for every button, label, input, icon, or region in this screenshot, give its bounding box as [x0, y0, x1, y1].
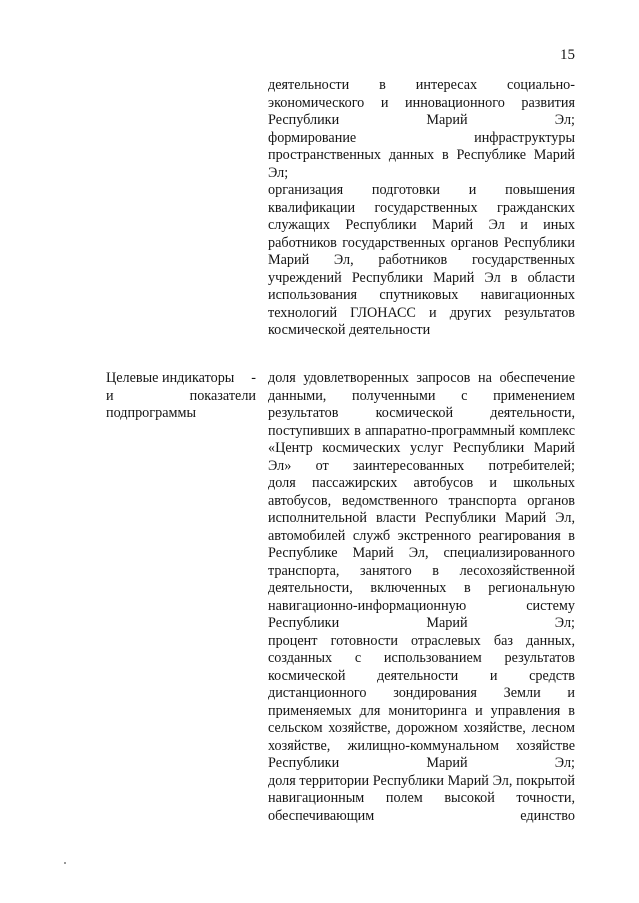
paragraph: процент готовности отраслевых баз данных, созданных с использованием результатов космической деятельности и средств дистанционного зондирования Земли и применяемых для мониторинга и управления в сельском хозяйстве, дорожном хозяйстве, лесном хозяйстве, жилищно-коммунальном хозяйстве Республики Марий Эл; [268, 632, 575, 771]
label-text: Целевые индикаторы [106, 370, 235, 386]
label-text: показатели [189, 387, 256, 404]
indicators-text-block [268, 370, 575, 825]
label-line [106, 370, 256, 388]
paragraph: деятельности в интересах социально-экономического и инновационного развития Республики Марий Эл; [268, 77, 575, 128]
row-label-target-indicators [106, 370, 256, 423]
label-text: и [106, 387, 114, 404]
paragraph: формирование инфраструктуры пространственных данных в Республике Марий Эл; [268, 129, 575, 181]
page-number: 15 [560, 47, 575, 63]
top-text-block [268, 77, 575, 340]
paragraph: организация подготовки и повышения квалификации государственных гражданских служащих Республики Марий Эл и иных работников государственных органов Республики Марий Эл, работников государственных учреждений Республики Марий Эл в области использования спутниковых навигационных технологий ГЛОНАСС и других результатов космической деятельности [268, 182, 575, 338]
paragraph: доля удовлетворенных запросов на обеспечение данными, полученными с применением результатов космической деятельности, поступивших в аппаратно-программный комплекс «Центр космических услуг Республики Марий Эл» от заинтересованных потребителей; [268, 370, 575, 474]
scan-speck [64, 862, 66, 864]
paragraph: доля территории Республики Марий Эл, покрытой навигационным полем высокой точности, обеспечивающим единство [268, 772, 575, 824]
label-text: подпрограммы [106, 405, 196, 421]
label-line [106, 405, 256, 423]
paragraph: доля пассажирских автобусов и школьных автобусов, ведомственного транспорта органов исполнительной власти Республики Марий Эл, автомобилей служб экстренного реагирования в Республике Марий Эл, специализированного транспорта, занятого в лесохозяйственной деятельности, включенных в региональную навигационно-информационную систему Республики Марий Эл; [268, 475, 575, 631]
label-dash: - [251, 370, 256, 386]
label-line [106, 388, 256, 406]
